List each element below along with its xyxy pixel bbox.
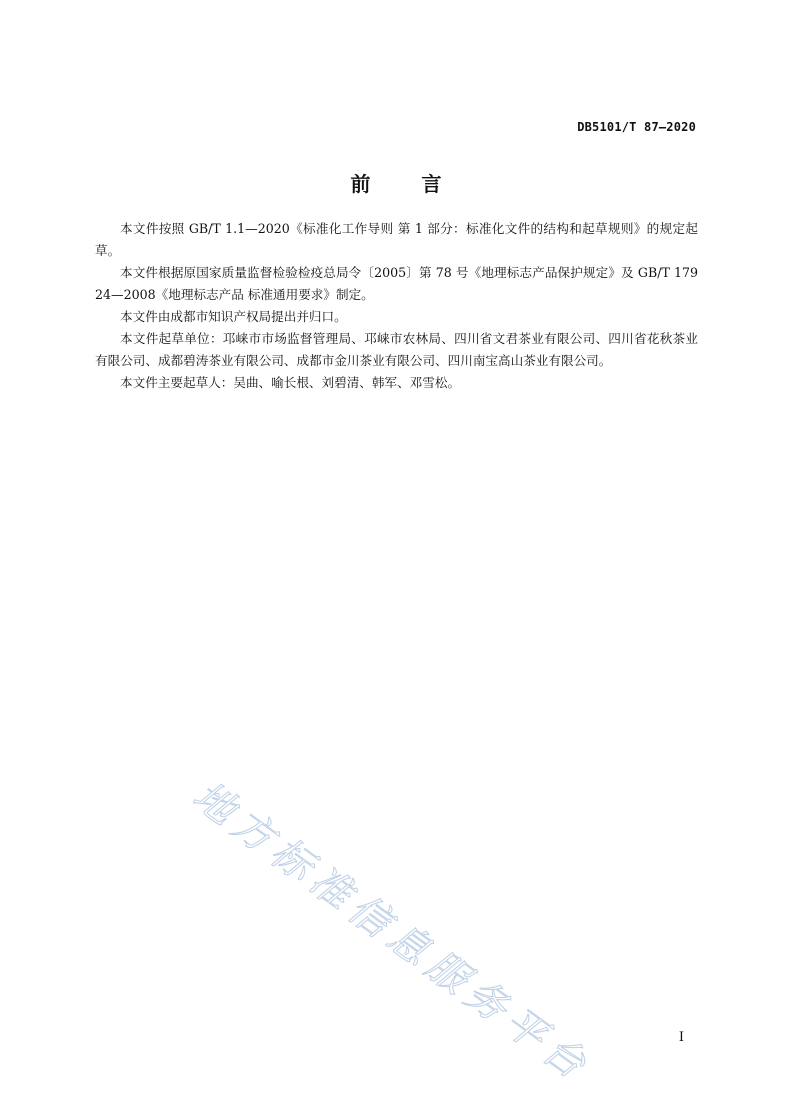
preface-body <box>95 218 698 394</box>
paragraph-proposer: 本文件由成都市知识产权局提出并归口。 <box>120 309 347 324</box>
paragraph-drafters: 本文件主要起草人：吴曲、喻长根、刘碧清、韩军、邓雪松。 <box>120 375 461 390</box>
document-code: DB5101/T 87—2020 <box>577 120 696 134</box>
paragraph-drafting-rules: 本文件按照 GB/T 1.1—2020《标准化工作导则 第 1 部分：标准化文件的结构和起草规则》的规定起草。 <box>95 221 698 258</box>
watermark: 地方标准信息服务平台 <box>184 772 600 1093</box>
paragraph-legal-basis: 本文件根据原国家质量监督检验检疫总局令〔2005〕第 78 号《地理标志产品保护规定》及 GB/T 17924—2008《地理标志产品 标准通用要求》制定。 <box>95 265 698 302</box>
paragraph-drafting-units: 本文件起草单位：邛崃市市场监督管理局、邛崃市农林局、四川省文君茶业有限公司、四川省花秋茶业有限公司、成都碧涛茶业有限公司、成都市金川茶业有限公司、四川南宝高山茶业有限公司。 <box>95 331 698 368</box>
section-title: 前 言 <box>350 172 464 196</box>
page-number: I <box>678 1030 684 1045</box>
